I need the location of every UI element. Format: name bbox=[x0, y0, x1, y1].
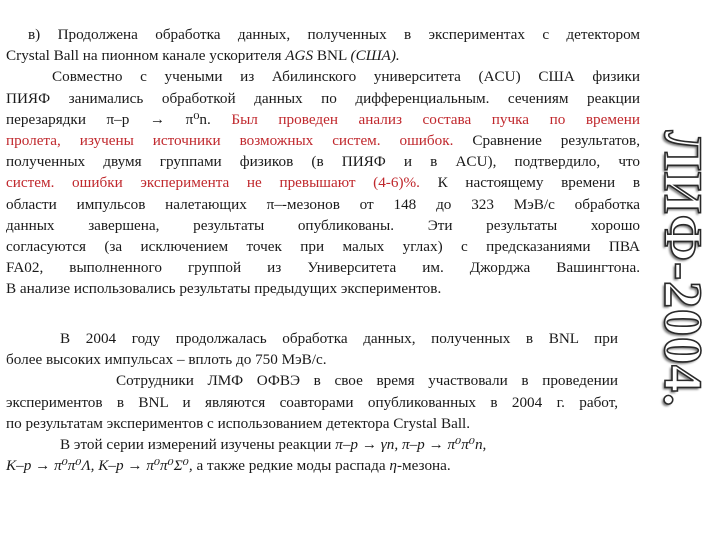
text-line: экспериментов в BNL и являются соавторами опубликованных в 2004 г. работ, bbox=[6, 393, 618, 411]
text-line: Сотрудники ЛМФ ОФВЭ в свое время участвовали в проведении bbox=[116, 372, 618, 390]
paragraph-bnl-2004 bbox=[6, 328, 618, 476]
text-line: по результатам экспериментов с использованием детектора Crystal Ball. bbox=[6, 414, 471, 432]
text-segment: -мезона. bbox=[396, 457, 451, 475]
text-line: в) Продолжена обработка данных, полученных в экспериментах с детектором bbox=[28, 26, 640, 43]
highlight-text: пролета, изучены источники возможных систем. ошибок. bbox=[6, 132, 454, 150]
reaction-formula: π–p → γn, π–p → π⁰π⁰n, bbox=[335, 436, 487, 454]
text-segment: перезарядки π–p → π⁰n. bbox=[6, 110, 232, 128]
text-line: FA02, выполненного группой из Университета им. Джорджа Вашингтона. bbox=[6, 259, 640, 277]
accelerator-name: AGS bbox=[285, 47, 314, 65]
text-segment: В этой серии измерений изучены реакции bbox=[60, 436, 336, 454]
text-line: В анализе использовались результаты предыдущих экспериментов. bbox=[6, 280, 442, 298]
text-line: области импульсов налетающих π–-мезонов от 148 до 323 МэВ/с обработка bbox=[6, 195, 640, 213]
text-segment: Сравнение результатов, bbox=[453, 132, 640, 150]
text-line: полученных двумя группами физиков (в ПИЯФ и в ACU), подтвердило, что bbox=[6, 153, 640, 171]
side-title bbox=[652, 30, 714, 508]
text-line: ПИЯФ занимались обработкой данных по дифференциальным. сечениям реакции bbox=[6, 89, 640, 107]
highlight-text: систем. ошибки эксперимента не превышают (4-6)%. bbox=[6, 174, 420, 192]
text-line bbox=[6, 109, 640, 130]
text-segment: К настоящему времени в bbox=[419, 174, 641, 192]
text-segment: Crystal Ball на пионном канале ускорителя bbox=[6, 47, 286, 65]
text-line: более высоких импульсах – вплоть до 750 МэВ/с. bbox=[6, 351, 327, 369]
highlight-text: Был проведен анализ состава пучка по времени bbox=[231, 110, 640, 128]
country-name: (США). bbox=[350, 47, 400, 65]
paragraph-crystal-ball bbox=[6, 24, 640, 300]
text-segment: а также редкие моды распада bbox=[192, 457, 390, 475]
meson-symbol: η bbox=[389, 457, 397, 475]
text-line: согласуются (за исключением точек при малых углах) с предсказаниями ПВА bbox=[6, 238, 640, 256]
text-line bbox=[6, 45, 640, 66]
text-segment: BNL bbox=[313, 47, 351, 65]
text-line bbox=[6, 455, 618, 476]
reaction-formula: K–p → π⁰π⁰Λ, K–p → π⁰π⁰Σ⁰, bbox=[6, 457, 193, 475]
text-line bbox=[6, 434, 618, 455]
text-line bbox=[6, 130, 640, 151]
text-line: Совместно с учеными из Абилинского университета (ACU) США физики bbox=[52, 68, 640, 86]
text-line: данных завершена, результаты опубликованы. Эти результаты хорошо bbox=[6, 216, 640, 234]
text-line: В 2004 году продолжалась обработка данных, полученных в BNL при bbox=[60, 330, 618, 347]
text-line bbox=[6, 172, 640, 193]
side-title-text: ЛИФ-2004. bbox=[653, 130, 713, 408]
